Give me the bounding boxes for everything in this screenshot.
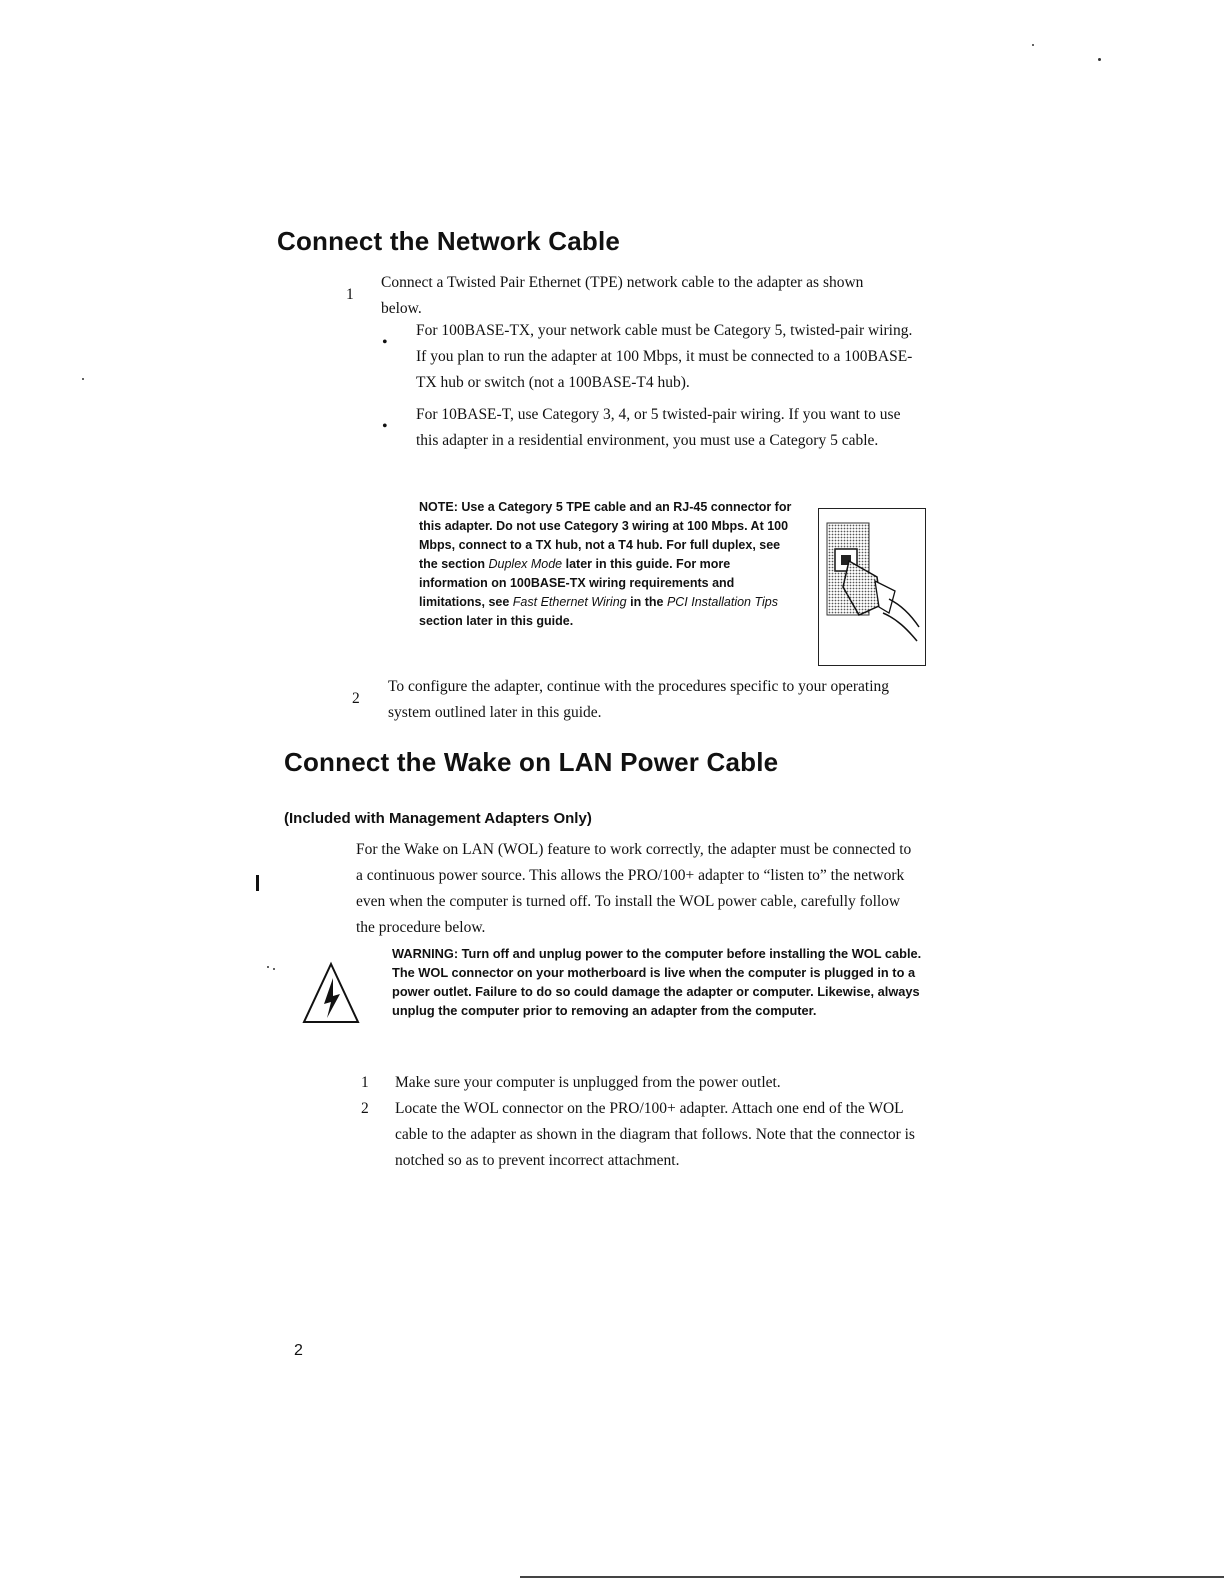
step-number: 2 <box>352 690 360 707</box>
scan-speck <box>1032 44 1034 46</box>
note-reference: PCI Installation Tips <box>666 595 778 609</box>
step-number: 1 <box>361 1074 369 1091</box>
step-text: To configure the adapter, continue with the procedures specific to your operating system outlined later in this guide. <box>388 678 890 721</box>
note-text: in the <box>630 595 664 609</box>
intro-paragraph: For the Wake on LAN (WOL) feature to work correctly, the adapter must be connected to a continuous power source. This allows the PRO/100+ adapter to “listen to” the network even when the computer is turned off. To install the WOL power cable, carefully follow the procedure below. <box>356 841 912 936</box>
bullet-icon: • <box>382 418 388 435</box>
change-bar <box>256 875 259 891</box>
rj45-connector-illustration <box>818 508 926 666</box>
scan-speck <box>1098 58 1101 61</box>
scan-speck <box>267 966 269 968</box>
note-reference: Duplex Mode <box>488 557 563 571</box>
step-text: Connect a Twisted Pair Ethernet (TPE) network cable to the adapter as shown below. <box>381 274 864 317</box>
step-text: Locate the WOL connector on the PRO/100+ adapter. Attach one end of the WOL cable to the adapter as shown in the diagram that follows. Note that the connector is notched so as to prevent incorrect attachment. <box>395 1100 915 1169</box>
bullet-icon: • <box>382 334 388 351</box>
step-number: 1 <box>346 286 354 303</box>
scan-speck <box>82 378 84 380</box>
note-text: later in this guide. For more information on 100BASE-TX wiring requirements and limitations, see <box>419 557 735 609</box>
warning-text <box>392 944 932 1020</box>
warning-triangle-icon <box>300 960 362 1028</box>
section-heading-network-cable: Connect the Network Cable <box>277 226 621 256</box>
note-label: NOTE: <box>419 500 458 514</box>
page-number: 2 <box>294 1342 303 1359</box>
note-reference: Fast Ethernet Wiring <box>512 595 627 609</box>
warning-body: Turn off and unplug power to the computer before installing the WOL cable. The WOL connector on your motherboard is live when the computer is plugged in to a power outlet. Failure to do so could damage the adapter or computer. Likewise, always unplug the computer prior to removing an adapter from the computer. <box>392 946 922 1018</box>
scan-edge-line <box>520 1576 1224 1578</box>
step-number: 2 <box>361 1100 369 1117</box>
step-text: Make sure your computer is unplugged from the power outlet. <box>395 1074 781 1091</box>
section-heading-wol-cable: Connect the Wake on LAN Power Cable <box>284 747 779 777</box>
scan-speck <box>273 968 275 970</box>
rj45-connector-icon <box>819 509 924 664</box>
warning-label: WARNING: <box>392 946 459 961</box>
note-text: section later in this guide. <box>419 614 574 628</box>
section-subheading: (Included with Management Adapters Only) <box>284 810 592 827</box>
note-text: Use a Category 5 TPE cable and an RJ-45 connector for this adapter. Do not use Category 3 wiring at 100 Mbps. At 100 Mbps, connect to a TX hub, not a T4 hub. For full duplex, see the section <box>419 500 792 571</box>
bullet-item: For 10BASE-T, use Category 3, 4, or 5 twisted-pair wiring. If you want to use this adapter in a residential environment, you must use a Category 5 cable. <box>416 406 901 449</box>
note-box-text <box>419 498 801 631</box>
bullet-item: For 100BASE-TX, your network cable must be Category 5, twisted-pair wiring. If you plan to run the adapter at 100 Mbps, it must be connected to a 100BASE-TX hub or switch (not a 100BASE-T4 hub). <box>416 322 913 391</box>
